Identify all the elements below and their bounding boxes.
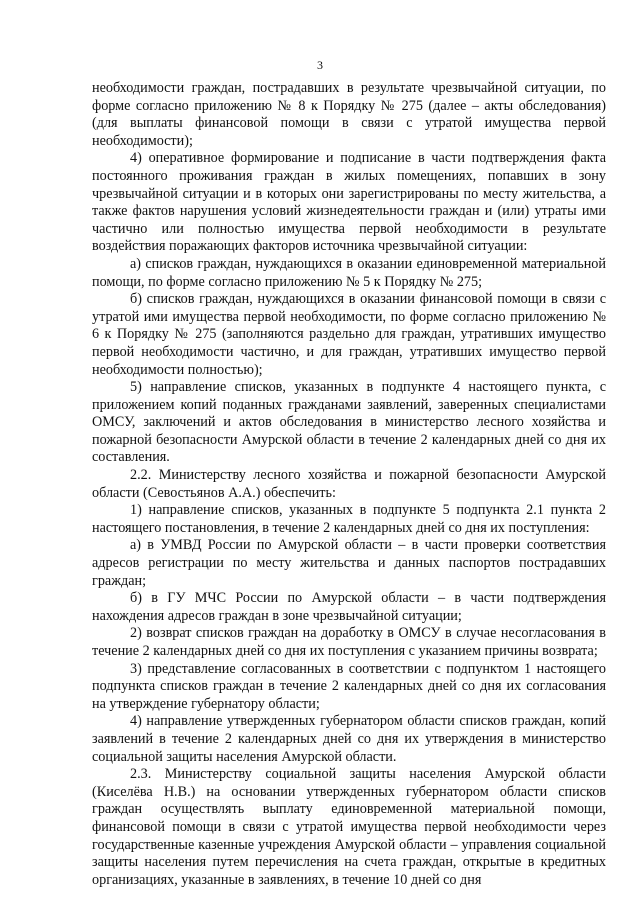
page-number: 3 — [317, 58, 323, 72]
paragraph: 5) направление списков, указанных в подпункте 4 настоящего пункта, с приложением копий поданных гражданами заявлений, заверенных специалистами ОМСУ, заключений и актов обследования в министерство лесного хозяйства и пожарной безопасности Амурской области в течение 2 календарных дней со дня их составления. — [92, 379, 606, 466]
paragraph: б) в ГУ МЧС России по Амурской области – в части подтверждения нахождения адресов граждан в зоне чрезвычайной ситуации; — [92, 590, 606, 624]
paragraph: 3) представление согласованных в соответствии с подпунктом 1 настоящего подпункта списков граждан в течение 2 календарных дней со дня их согласования на утверждение губернатору области; — [92, 660, 606, 712]
paragraph: 4) направление утвержденных губернатором области списков граждан, копий заявлений в течение 2 календарных дней со дня их утверждения в министерство социальной защиты населения Амурской области. — [92, 713, 606, 765]
paragraph: 2.2. Министерству лесного хозяйства и пожарной безопасности Амурской области (Севостьянов А.А.) обеспечить: — [92, 467, 606, 501]
paragraph: 2.3. Министерству социальной защиты населения Амурской области (Киселёва Н.В.) на основании утвержденных губернатором области списков граждан осуществлять выплату единовременной материальной помощи, финансовой помощи в связи с утратой имущества первой необходимости через государственные казенные учреждения Амурской области – управления социальной защиты населения путем перечисления на счета граждан, открытые в кредитных организациях, указанные в заявлениях, в течение 10 дней со дня — [92, 766, 606, 888]
paragraph: 4) оперативное формирование и подписание в части подтверждения факта постоянного проживания граждан в жилых помещениях, попавших в зону чрезвычайной ситуации и в которых они зарегистрированы по месту жительства, а также фактов нарушения условий жизнедеятельности граждан и (или) утраты ими частично или полностью имущества первой необходимости в результате воздействия поражающих факторов источника чрезвычайной ситуации: — [92, 150, 606, 255]
paragraph: необходимости граждан, пострадавших в результате чрезвычайной ситуации, по форме согласно приложению № 8 к Порядку № 275 (далее – акты обследования) (для выплаты финансовой помощи в связи с утратой имущества первой необходимости); — [92, 80, 606, 149]
document-body — [92, 80, 606, 889]
paragraph: б) списков граждан, нуждающихся в оказании финансовой помощи в связи с утратой ими имущества первой необходимости, по форме согласно приложению № 6 к Порядку № 275 (заполняются раздельно для граждан, утративших имущество первой необходимости частично, и для граждан, утративших имущество первой необходимости полностью); — [92, 291, 606, 378]
paragraph: 1) направление списков, указанных в подпункте 5 подпункта 2.1 пункта 2 настоящего постановления, в течение 2 календарных дней со дня их поступления: — [92, 502, 606, 536]
paragraph: 2) возврат списков граждан на доработку в ОМСУ в случае несогласования в течение 2 календарных дней со дня их поступления с указанием причины возврата; — [92, 625, 606, 659]
paragraph: а) в УМВД России по Амурской области – в части проверки соответствия адресов регистрации по месту жительства и данных паспортов пострадавших граждан; — [92, 537, 606, 589]
paragraph: а) списков граждан, нуждающихся в оказании единовременной материальной помощи, по форме согласно приложению № 5 к Порядку № 275; — [92, 255, 606, 290]
